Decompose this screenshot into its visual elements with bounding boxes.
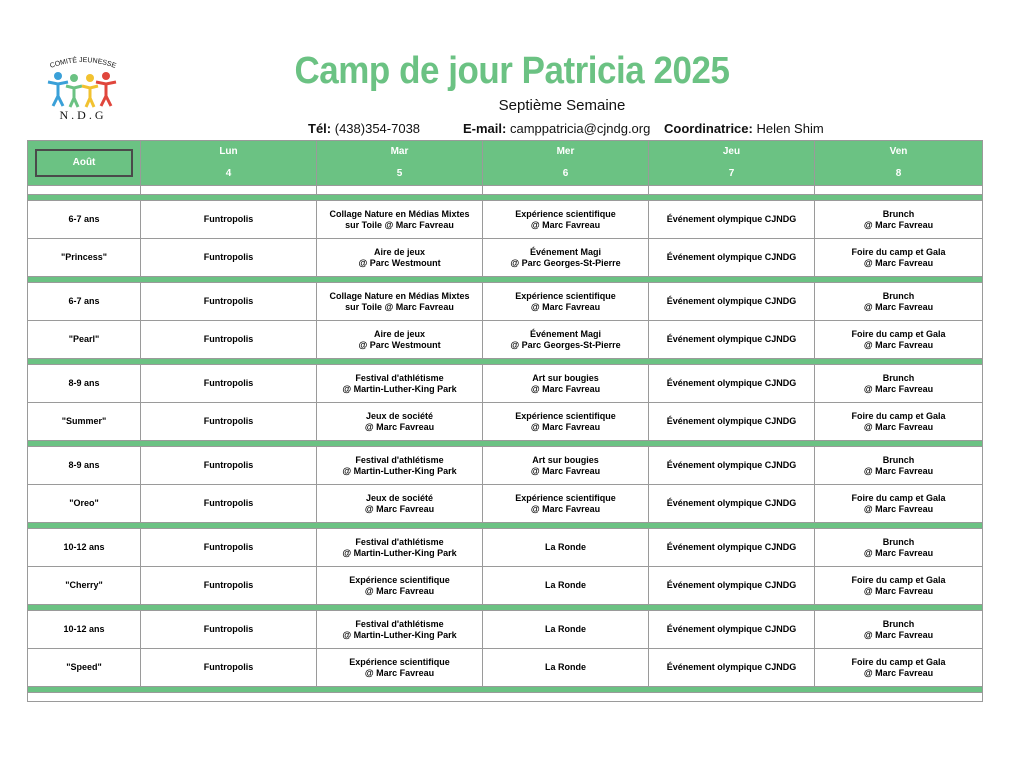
contact-coordinator [664,121,824,136]
activity-cell: Événement olympique CJNDG [649,239,815,277]
blank-cell [317,186,483,195]
activity-cell: Aire de jeux @ Parc Westmount [317,321,483,359]
activity-cell: Événement Magi @ Parc Georges-St-Pierre [483,321,649,359]
activity-cell: Collage Nature en Médias Mixtes sur Toile @ Marc Favreau [317,283,483,321]
activity-cell: Événement olympique CJNDG [649,403,815,441]
coord-label: Coordinatrice: [664,121,753,136]
activity-cell: Festival d'athlétisme @ Martin-Luther-King Park [317,365,483,403]
schedule-table [27,140,983,702]
day-name: Mar [390,146,409,157]
page-subtitle: Septième Semaine [498,97,626,114]
table-row [28,201,983,239]
activity-cell: Expérience scientifique @ Marc Favreau [317,649,483,687]
activity-cell: Funtropolis [141,649,317,687]
activity-cell: Événement Magi @ Parc Georges-St-Pierre [483,239,649,277]
activity-cell: Événement olympique CJNDG [649,283,815,321]
activity-cell: Brunch @ Marc Favreau [815,283,983,321]
group-label: "Oreo" [28,485,141,523]
table-row [28,529,983,567]
table-row [28,365,983,403]
blank-cell [815,186,983,195]
group-label: "Cherry" [28,567,141,605]
day-header-4 [815,141,983,186]
activity-cell: Événement olympique CJNDG [649,365,815,403]
group-label: 8-9 ans [28,447,141,485]
activity-cell: Foire du camp et Gala @ Marc Favreau [815,403,983,441]
activity-cell: Expérience scientifique @ Marc Favreau [483,403,649,441]
email-value: camppatricia@cjndg.org [509,121,651,136]
day-name: Ven [889,146,908,157]
activity-cell: La Ronde [483,649,649,687]
activity-cell: Événement olympique CJNDG [649,447,815,485]
activity-cell: Brunch @ Marc Favreau [815,529,983,567]
activity-cell: Événement olympique CJNDG [649,649,815,687]
activity-cell: Foire du camp et Gala @ Marc Favreau [815,649,983,687]
activity-cell: Événement olympique CJNDG [649,567,815,605]
activity-cell: Brunch @ Marc Favreau [815,447,983,485]
group-label: 6-7 ans [28,201,141,239]
activity-cell: Funtropolis [141,611,317,649]
group-label: "Summer" [28,403,141,441]
table-row [28,321,983,359]
activity-cell: Funtropolis [141,283,317,321]
group-label: "Pearl" [28,321,141,359]
tel-label: Tél: [308,121,332,136]
group-label: 6-7 ans [28,283,141,321]
activity-cell: Funtropolis [141,365,317,403]
activity-cell: Foire du camp et Gala @ Marc Favreau [815,321,983,359]
table-row [28,403,983,441]
day-header-1 [317,141,483,186]
activity-cell: Funtropolis [141,403,317,441]
table-row [28,485,983,523]
blank-cell [28,186,141,195]
activity-cell: Brunch @ Marc Favreau [815,365,983,403]
blank-row [28,186,983,195]
day-number: 8 [895,168,902,179]
activity-cell: Jeux de société @ Marc Favreau [317,485,483,523]
activity-cell: La Ronde [483,567,649,605]
blank-row [28,693,983,702]
activity-cell: Aire de jeux @ Parc Westmount [317,239,483,277]
activity-cell: Événement olympique CJNDG [649,321,815,359]
activity-cell: Expérience scientifique @ Marc Favreau [483,201,649,239]
group-label: "Speed" [28,649,141,687]
activity-cell: Festival d'athlétisme @ Martin-Luther-King Park [317,529,483,567]
activity-cell: Funtropolis [141,321,317,359]
activity-cell: Événement olympique CJNDG [649,611,815,649]
activity-cell: Funtropolis [141,239,317,277]
activity-cell: Foire du camp et Gala @ Marc Favreau [815,239,983,277]
blank-cell [28,693,983,702]
activity-cell: Funtropolis [141,529,317,567]
page-title: Camp de jour Patricia 2025 [294,50,730,92]
blank-cell [141,186,317,195]
activity-cell: Festival d'athlétisme @ Martin-Luther-King Park [317,447,483,485]
activity-cell: Événement olympique CJNDG [649,201,815,239]
month-cell [28,141,141,186]
blank-cell [483,186,649,195]
activity-cell: Festival d'athlétisme @ Martin-Luther-King Park [317,611,483,649]
activity-cell: Brunch @ Marc Favreau [815,201,983,239]
activity-cell: La Ronde [483,529,649,567]
contact-email [463,121,650,136]
table-row [28,567,983,605]
day-header-3 [649,141,815,186]
activity-cell: Événement olympique CJNDG [649,529,815,567]
activity-cell: Expérience scientifique @ Marc Favreau [317,567,483,605]
day-name: Jeu [722,146,741,157]
table-row [28,283,983,321]
day-name: Mer [556,146,575,157]
month-label: Août [35,149,133,177]
activity-cell: Funtropolis [141,447,317,485]
day-number: 7 [728,168,735,179]
activity-cell: Funtropolis [141,567,317,605]
table-row [28,649,983,687]
header-row [28,141,983,186]
coord-value: Helen Shim [756,121,824,136]
activity-cell: Foire du camp et Gala @ Marc Favreau [815,567,983,605]
activity-cell: Foire du camp et Gala @ Marc Favreau [815,485,983,523]
logo-ndg-text: N.D.G [59,108,107,122]
activity-cell: Expérience scientifique @ Marc Favreau [483,283,649,321]
activity-cell: Funtropolis [141,201,317,239]
table-row [28,239,983,277]
day-header-2 [483,141,649,186]
activity-cell: Funtropolis [141,485,317,523]
day-number: 5 [396,168,403,179]
activity-cell: Art sur bougies @ Marc Favreau [483,365,649,403]
activity-cell: Expérience scientifique @ Marc Favreau [483,485,649,523]
tel-value: (438)354-7038 [334,121,421,136]
table-row [28,447,983,485]
table-row [28,611,983,649]
activity-cell: Collage Nature en Médias Mixtes sur Toile @ Marc Favreau [317,201,483,239]
day-number: 6 [562,168,569,179]
group-label: 10-12 ans [28,529,141,567]
group-label: 10-12 ans [28,611,141,649]
activity-cell: La Ronde [483,611,649,649]
email-label: E-mail: [463,121,507,136]
day-number: 4 [225,168,232,179]
contact-tel [308,121,420,136]
group-label: 8-9 ans [28,365,141,403]
activity-cell: Événement olympique CJNDG [649,485,815,523]
group-label: "Princess" [28,239,141,277]
activity-cell: Brunch @ Marc Favreau [815,611,983,649]
day-name: Lun [219,146,238,157]
blank-cell [649,186,815,195]
day-header-0 [141,141,317,186]
activity-cell: Jeux de société @ Marc Favreau [317,403,483,441]
activity-cell: Art sur bougies @ Marc Favreau [483,447,649,485]
svg-text:COMITÉ JEUNESSE: COMITÉ JEUNESSE [49,56,117,70]
